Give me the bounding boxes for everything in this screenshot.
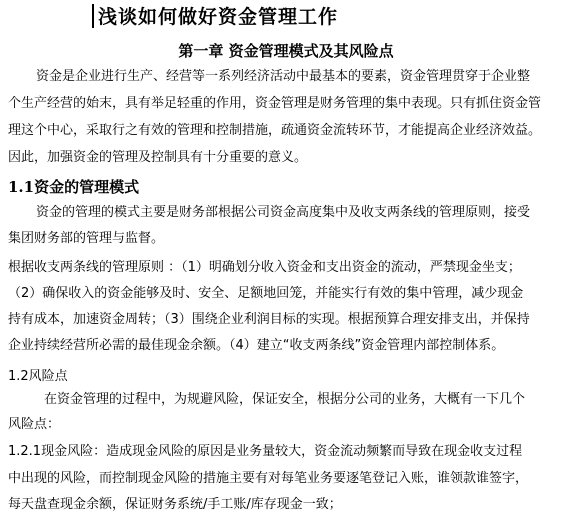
section-1-1-line: 根据收支两条线的管理原则 ：（1）明确划分收入资金和支出资金的流动，严禁现金坐支； xyxy=(8,260,521,275)
section-1-2-line: 风险点： xyxy=(8,417,61,432)
section-1-2-1-line: 每天盘查现金余额，保证财务系统/手工账/库存现金一致； xyxy=(8,497,342,512)
intro-paragraph-line: 因此，加强资金的管理及控制具有十分重要的意义。 xyxy=(8,150,308,165)
section-heading-1-2: 1.2风险点 xyxy=(8,369,68,384)
chapter-title: 第一章 资金管理模式及其风险点 xyxy=(178,42,394,60)
document-title: 浅谈如何做好资金管理工作 xyxy=(98,6,339,28)
text-cursor xyxy=(92,4,94,28)
section-1-1-line: 资金的管理的模式主要是财务部根据公司资金高度集中及收支两条线的管理原则，接受 xyxy=(36,205,531,220)
section-1-2-line: 在资金管理的过程中，为规避风险，保证安全，根据分公司的业务，大概有一下几个 xyxy=(44,392,526,407)
intro-paragraph-line: 资金是企业进行生产、经营等一系列经济活动中最基本的要素，资金管理贯穿于企业整 xyxy=(36,69,531,84)
section-1-2-1-line: 1.2.1现金风险：造成现金风险的原因是业务量较大，资金流动频繁而导致在现金收支过程 xyxy=(8,444,523,459)
section-1-1-line: 企业持续经营所必需的最佳现金余额。（4）建立“收支两条线”资金管理内部控制体系。 xyxy=(8,338,505,353)
intro-paragraph-line: 个生产经营的始末，具有举足轻重的作用，资金管理是财务管理的集中表现。只有抓住资金管 xyxy=(8,96,542,111)
section-1-1-line: （2）确保收入的资金能够及时、安全、足额地回笼，并能实行有效的集中管理，减少现金 xyxy=(8,286,524,301)
section-1-1-line: 持有成本，加速资金周转；（3）围绕企业利润目标的实现。根据预算合理安排支出，并保持 xyxy=(8,312,530,327)
section-1-1-line: 集团财务部的管理与监督。 xyxy=(8,231,165,246)
section-1-2-1-line: 中出现的风险，而控制现金风险的措施主要有对每笔业务要逐笔登记入账，谁领款谁签字， xyxy=(8,471,529,486)
intro-paragraph-line: 理这个中心，采取行之有效的管理和控制措施，疏通资金流转环节，才能提高企业经济效益。 xyxy=(8,123,542,138)
section-heading-1-1: 1.1资金的管理模式 xyxy=(8,178,140,196)
